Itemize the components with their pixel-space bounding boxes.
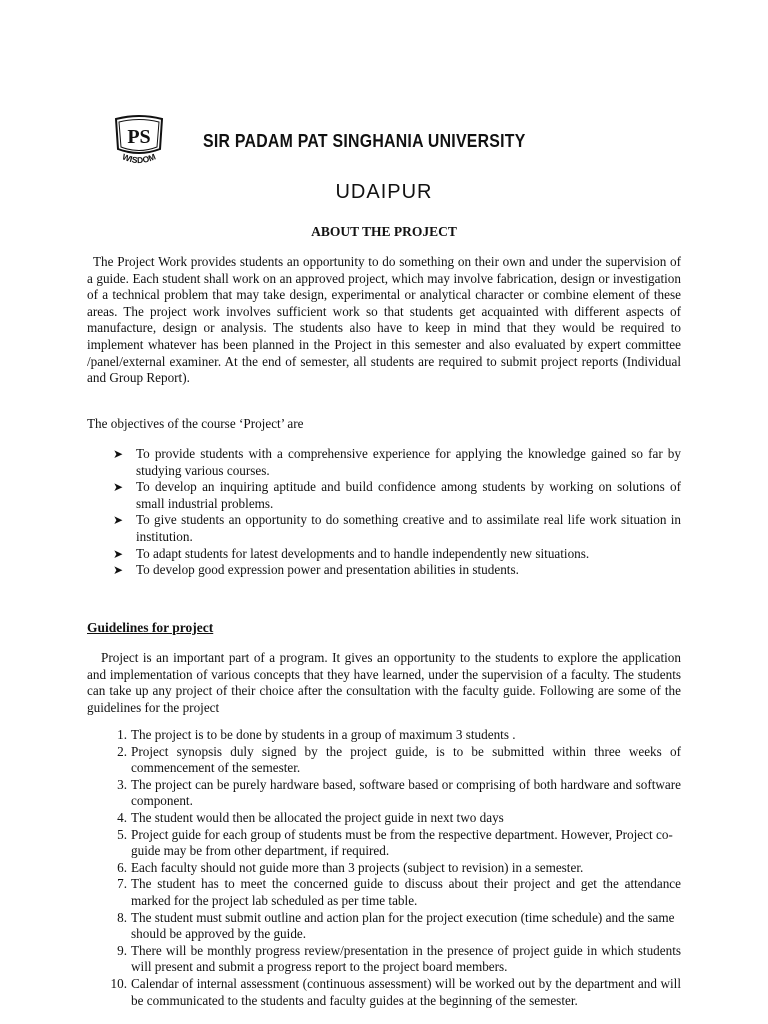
list-item: ➤ To provide students with a comprehensive experience for applying the knowledge gained so far by studying various courses. <box>113 446 681 478</box>
guidelines-paragraph: Project is an important part of a program. It gives an opportunity to the students to explore the application and implementation of various concepts that they have learned, under the supervision of a faculty. The students can take up any project of their choice after the consultation with the faculty guide. Following are some of the guidelines for the project <box>87 650 681 715</box>
list-item: 7. The student has to meet the concerned guide to discuss about their project and get the attendance marked for the project lab scheduled as per time table. <box>117 876 681 908</box>
university-logo <box>110 115 168 169</box>
city-name: UDAIPUR <box>335 181 433 203</box>
arrow-bullet-icon: ➤ <box>113 563 124 578</box>
list-item: 4. The student would then be allocated the project guide in next two days <box>117 809 504 825</box>
arrow-bullet-icon: ➤ <box>113 447 124 461</box>
section-title: ABOUT THE PROJECT <box>311 224 457 239</box>
objectives-list <box>113 446 681 579</box>
list-item: 8. The student must submit outline and action plan for the project execution (time schedule) and the same should be approved by the guide. <box>117 909 675 942</box>
list-item: ➤ To develop an inquiring aptitude and build confidence among students by working on solutions of small industrial problems. <box>113 479 681 511</box>
arrow-bullet-icon: ➤ <box>113 546 124 561</box>
logo-motto: WISDOM <box>120 151 158 166</box>
list-item: ➤ To adapt students for latest developments and to handle independently new situations. <box>113 545 590 561</box>
arrow-bullet-icon: ➤ <box>113 513 124 528</box>
list-item: 6. Each faculty should not guide more than 3 projects (subject to revision) in a semester. <box>117 859 584 875</box>
university-name: SIR PADAM PAT SINGHANIA UNIVERSITY <box>203 131 526 151</box>
list-item: ➤ To develop good expression power and presentation abilities in students. <box>113 562 519 578</box>
list-item: 10. Calendar of internal assessment (continuous assessment) will be worked out by the department and will be communicated to the students and faculty guides at the beginning of the semester. <box>110 975 681 1008</box>
objectives-intro: The objectives of the course ‘Project’ are <box>87 416 304 431</box>
arrow-bullet-icon: ➤ <box>113 480 124 495</box>
logo-text: PS <box>127 126 151 148</box>
list-item: 5. Project guide for each group of students must be from the respective department. However, Project co-guide may be from other department, if required. <box>117 826 673 859</box>
list-item: 3. The project can be purely hardware based, software based or comprising of both hardware and software component. <box>117 776 681 809</box>
list-item: 1. The project is to be done by students in a group of maximum 3 students . <box>117 727 516 742</box>
about-paragraph: The Project Work provides students an opportunity to do something on their own and under the supervision of a guide. Each student shall work on an approved project, which may involve fabrication, design or investigation of a technical problem that may take design, experimental or analytical character or combine element of these areas. The project work involves sufficient work so that students get acquainted with different aspects of manufacture, design or analysis. The students also have to keep in mind that they would be required to implement whatever has been planned in the Project in this semester and also evaluated by expert committee /panel/external examiner. At the end of semester, all students are required to submit project reports (Individual and Group Report). <box>87 254 681 386</box>
list-item: 2. Project synopsis duly signed by the project guide, is to be submitted within three weeks of commencement of the semester. <box>117 743 681 776</box>
guidelines-list <box>107 727 681 1009</box>
list-item: ➤ To give students an opportunity to do something creative and to assimilate real life work situation in institution. <box>113 512 681 544</box>
guidelines-heading: Guidelines for project <box>87 620 214 635</box>
list-item: 9. There will be monthly progress review/presentation in the presence of project guide in which students will present and submit a progress report to the project board members. <box>117 942 681 975</box>
